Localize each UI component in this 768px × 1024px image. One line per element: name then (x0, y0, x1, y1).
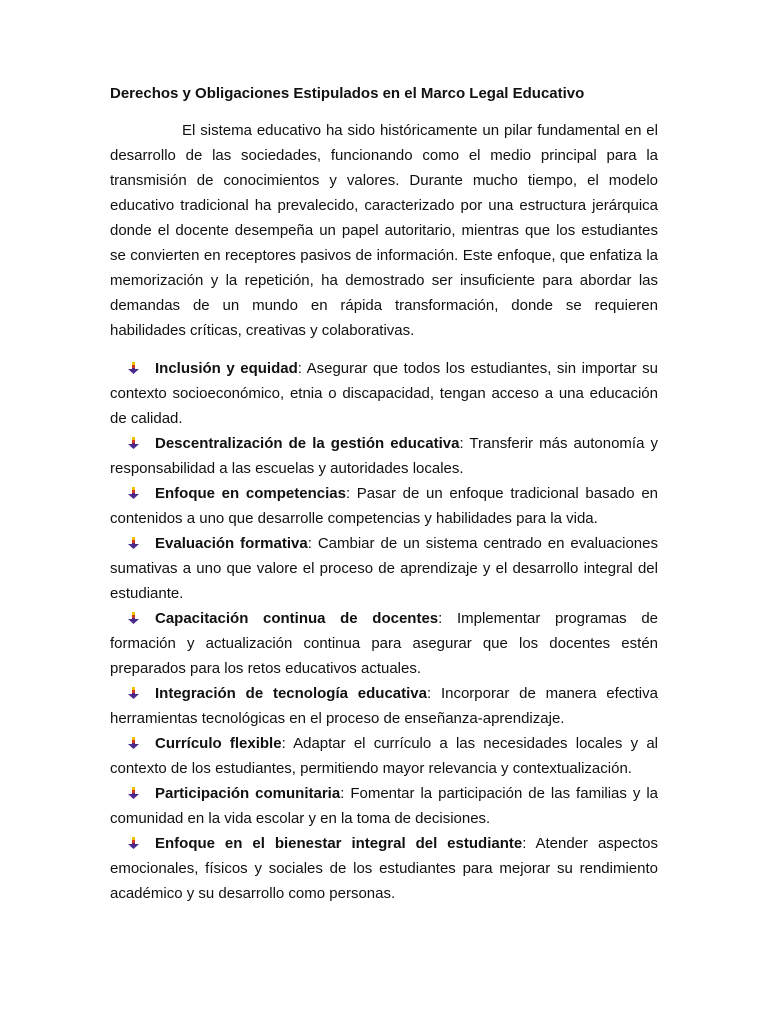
arrow-down-bullet-icon (128, 787, 139, 799)
arrow-down-bullet-icon (128, 537, 139, 549)
bullet-list (110, 356, 658, 906)
arrow-down-bullet-icon (128, 687, 139, 699)
bullet-term: Currículo flexible (155, 735, 282, 752)
bullet-term: Inclusión y equidad (155, 360, 298, 377)
bullet-item (110, 606, 658, 681)
bullet-text: : Implementar programas de formación y actualización continua para asegurar que los docentes estén preparados para los retos educativos actuales. (110, 610, 659, 677)
bullet-item (110, 781, 658, 831)
bullet-term: Enfoque en el bienestar integral del estudiante (155, 835, 523, 852)
bullet-item (110, 681, 658, 731)
bullet-item (110, 356, 658, 431)
bullet-term: Integración de tecnología educativa (155, 685, 427, 702)
bullet-term: Descentralización de la gestión educativa (155, 435, 460, 452)
bullet-item (110, 531, 658, 606)
bullet-text: : Pasar de un enfoque tradicional basado en contenidos a uno que desarrolle competencias y habilidades para la vida. (110, 485, 659, 527)
bullet-text: : Cambiar de un sistema centrado en evaluaciones sumativas a uno que valore el proceso de aprendizaje y el desarrollo integral del estudiante. (110, 535, 658, 602)
bullet-term: Enfoque en competencias (155, 485, 346, 502)
bullet-text: : Atender aspectos emocionales, físicos y sociales de los estudiantes para mejorar su rendimiento académico y su desarrollo como personas. (110, 835, 658, 902)
arrow-down-bullet-icon (128, 737, 139, 749)
arrow-down-bullet-icon (128, 487, 139, 499)
bullet-term: Evaluación formativa (155, 535, 308, 552)
bullet-term: Capacitación continua de docentes (155, 610, 439, 627)
bullet-text: : Asegurar que todos los estudiantes, sin importar su contexto socioeconómico, etnia o discapacidad, tengan acceso a una educación de calidad. (110, 360, 658, 427)
bullet-text: : Incorporar de manera efectiva herramientas tecnológicas en el proceso de enseñanza-aprendizaje. (110, 685, 658, 727)
arrow-down-bullet-icon (128, 612, 139, 624)
bullet-item (110, 481, 658, 531)
document-title: Derechos y Obligaciones Estipulados en el Marco Legal Educativo (110, 85, 585, 102)
arrow-down-bullet-icon (128, 837, 139, 849)
document-page (110, 84, 658, 906)
arrow-down-bullet-icon (128, 437, 139, 449)
bullet-term: Participación comunitaria (155, 785, 341, 802)
bullet-text: : Fomentar la participación de las familias y la comunidad en la vida escolar y en la toma de decisiones. (110, 785, 658, 827)
bullet-text: : Adaptar el currículo a las necesidades locales y al contexto de los estudiantes, permitiendo mayor relevancia y contextualización. (110, 735, 658, 777)
bullet-text: : Transferir más autonomía y responsabilidad a las escuelas y autoridades locales. (110, 435, 658, 477)
arrow-down-bullet-icon (128, 362, 139, 374)
bullet-item (110, 431, 658, 481)
bullet-item (110, 731, 658, 781)
intro-paragraph: El sistema educativo ha sido históricamente un pilar fundamental en el desarrollo de las sociedades, funcionando como el medio principal para la transmisión de conocimientos y valores. Durante mucho tiempo, el modelo educativo tradicional ha prevalecido, caracterizado por una estructura jerárquica donde el docente desempeña un papel autoritario, mientras que los estudiantes se convierten en receptores pasivos de información. Este enfoque, que enfatiza la memorización y la repetición, ha demostrado ser insuficiente para abordar las demandas de un mundo en rápida transformación, donde se requieren habilidades críticas, creativas y colaborativas. (110, 122, 658, 339)
bullet-item (110, 831, 658, 906)
